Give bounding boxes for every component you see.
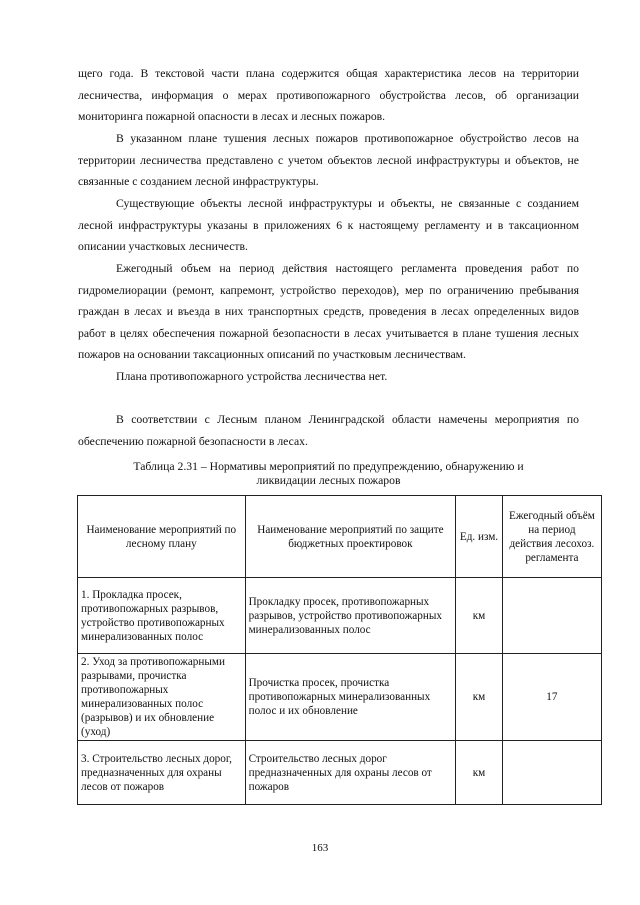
- row3-unit: км: [456, 741, 503, 805]
- row3-volume: [502, 741, 601, 805]
- paragraph-annual-volume: Ежегодный объем на период действия настоящего регламента проведения работ по гидромелиорации (ремонт, капремонт, устройство переходов), мер по ограничению пребывания граждан в лесах и въезда в них транспортных средств, проведения в лесах определенных видов работ в целях обеспечения пожарной безопасности в лесах учитывается в плане тушения лесных пожаров на основании таксационных описаний по участковым лесничествам.: [78, 262, 579, 361]
- norms-table: [77, 495, 602, 805]
- table-caption-line1: Таблица 2.31 – Нормативы мероприятий по предупреждению, обнаружению и: [133, 460, 524, 473]
- row3-budget-activity: Строительство лесных дорог предназначенных для охраны лесов от пожаров: [245, 741, 456, 805]
- table-row: [78, 578, 602, 654]
- row2-unit: км: [456, 654, 503, 741]
- header-annual-volume: Ежегодный объём на период действия лесохоз. регламента: [502, 496, 601, 578]
- header-plan-activity: Наименование мероприятий по лесному плану: [78, 496, 246, 578]
- row3-plan-activity: 3. Строительство лесных дорог, предназначенных для охраны лесов от пожаров: [78, 741, 246, 805]
- paragraph-intro: щего года. В текстовой части плана содержится общая характеристика лесов на территории лесничества, информация о мерах противопожарного обустройства лесов, об организации мониторинга пожарной опасности в лесах и лесных пожаров.: [78, 67, 579, 123]
- row1-unit: км: [456, 578, 503, 654]
- row1-budget-activity: Прокладку просек, противопожарных разрывов, устройство противопожарных минерализованных полос: [245, 578, 456, 654]
- table-row: [78, 741, 602, 805]
- row2-budget-activity: Прочистка просек, прочистка противопожарных минерализованных полос и их обновление: [245, 654, 456, 741]
- header-unit: Ед. изм.: [456, 496, 503, 578]
- table-caption-line2: ликвидации лесных пожаров: [256, 474, 401, 487]
- row1-volume: [502, 578, 601, 654]
- table-caption: [78, 460, 579, 488]
- paragraph-infrastructure: Существующие объекты лесной инфраструктуры и объекты, не связанные с созданием лесной инфраструктуры указаны в приложениях 6 к настоящему регламенту и в таксационном описании участковых лесничеств.: [78, 197, 579, 253]
- page-number: 163: [311, 842, 329, 854]
- paragraph-forest-plan: В соответствии с Лесным планом Ленинградской области намечены мероприятия по обеспечению пожарной безопасности в лесах.: [78, 413, 579, 448]
- table-row: [78, 654, 602, 741]
- row2-plan-activity: 2. Уход за противопожарными разрывами, прочистка противопожарных минерализованных полос (разрывов) и их обновление (уход): [78, 654, 246, 741]
- paragraph-fire-plan: В указанном плане тушения лесных пожаров противопожарное обустройство лесов на территории лесничества представлено с учетом объектов лесной инфраструктуры и объектов, не связанные с созданием лесной инфраструктуры.: [78, 132, 579, 188]
- header-budget-activity: Наименование мероприятий по защите бюджетных проектировок: [245, 496, 456, 578]
- table-header-row: [78, 496, 602, 578]
- paragraph-no-plan: Плана противопожарного устройства лесничества нет.: [116, 370, 388, 383]
- row1-plan-activity: 1. Прокладка просек, противопожарных разрывов, устройство противопожарных минерализованных полос: [78, 578, 246, 654]
- row2-volume: 17: [502, 654, 601, 741]
